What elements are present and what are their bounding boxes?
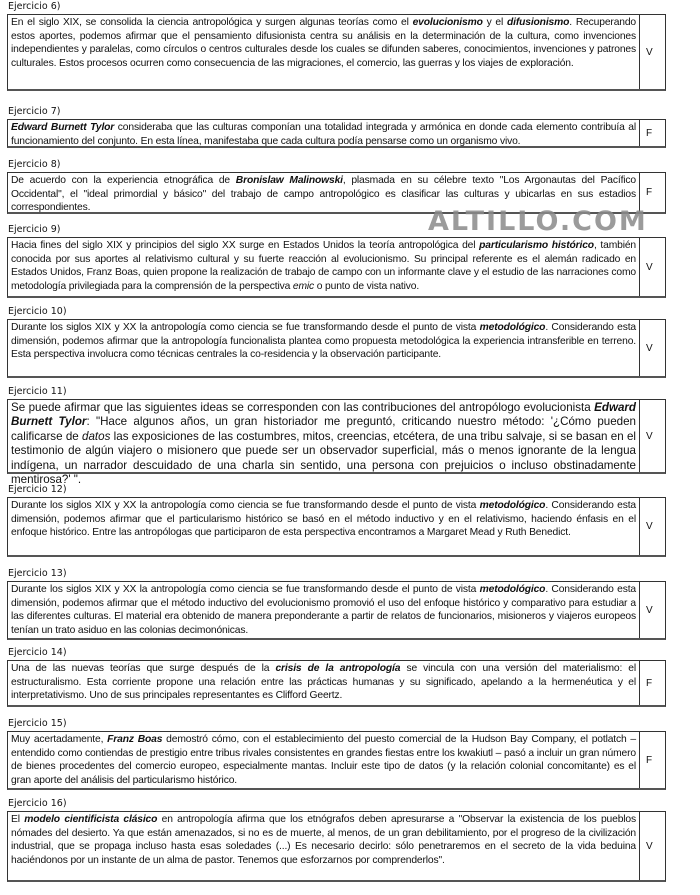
statement-text: El	[11, 814, 25, 825]
exercise-label: Ejercicio 11)	[8, 386, 67, 397]
statement-text: De acuerdo con la experiencia etnográfica de	[11, 175, 236, 186]
statement-text: consideraba que las culturas componían una totalidad integrada y armónica en donde cada elemento contribuía al funcionamiento del conjunto. En esta línea, manifestaba que cada cultura podía pensarse como un organismo vivo.	[11, 122, 636, 147]
exercise-statement	[8, 400, 639, 487]
statement-text: . Considerando esta dimensión, podemos afirmar que la antropología funcionalista plantea como propuesta metodológica la experiencia intransferible en terreno. Esta perspectiva involucra como técnicas centrales la co-residencia y la observación participante.	[11, 322, 637, 361]
exercise-statement	[8, 320, 639, 376]
statement-text: Se puede afirmar que las siguientes ideas se corresponden con las contribuciones del antropólogo evolucionista	[11, 401, 595, 414]
exercise-label: Ejercicio 10)	[8, 306, 67, 317]
statement-text: . Recuperando estos aportes, podemos afirmar que el pensamiento difusionista centra su análisis en la determinación de la cultura, como invenciones independientes y paralelas, como círculos o centros culturales desde los cuales se difunden saberes, conocimientos, invenciones y patrones culturales. Estos procesos ocurren como consecuencia de las migraciones, el comercio, las guerras y los viajes de exploración.	[11, 17, 636, 69]
exercise-7	[7, 106, 666, 148]
answer-cell: V	[639, 320, 665, 376]
answer-cell: V	[639, 498, 665, 555]
exercise-16	[7, 798, 666, 882]
watermark-logo: ALTILLO.COM	[428, 206, 648, 237]
exercise-box	[7, 497, 666, 557]
answer-cell: F	[639, 661, 665, 705]
exercise-12	[7, 484, 666, 557]
statement-text: en antropología afirma que los etnógrafos deben apresurarse a "Observar la existencia de los pueblos nómades del desierto. Ya que están amenazados, si no es de muerte, al menos, de un gran debilitamiento, por el progreso de la civilización industrial, que se propaga incluso hasta esas soledades (...) Es necesario decirlo: sólo penetraremos en el secreto de la vida beduina haciéndonos por un instante de un alma de pastor. Tenemos que esforzarnos por comprenderlos".	[11, 814, 636, 866]
statement-text: Una de las nuevas teorías que surge después de la	[11, 663, 276, 674]
exercise-statement	[8, 15, 639, 89]
exercise-label: Ejercicio 6)	[8, 1, 61, 12]
statement-text: Durante los siglos XIX y XX la antropología como ciencia se fue transformando desde el punto de vista	[11, 322, 480, 333]
exercise-10	[7, 306, 666, 378]
exercise-label: Ejercicio 12)	[8, 484, 67, 495]
exercise-box	[7, 731, 666, 790]
statement-text: , también conocida por sus aportes al relativismo cultural y su fuerte reacción al evolucionismo. Su principal referente es el alemán radicado en Estados Unidos, Franz Boas, quien propone la realización de trabajo de campo con un informante clave y el estudio de las narraciones como metodología privilegiada para la comprensión de la perspectiva	[11, 240, 636, 292]
exercise-13	[7, 568, 666, 640]
exercise-statement	[8, 661, 639, 705]
statement-text: Durante los siglos XIX y XX la antropología como ciencia se fue transformando desde el punto de vista	[11, 584, 480, 595]
exercise-statement	[8, 582, 639, 638]
emphasized-term: evolucionismo	[412, 17, 483, 28]
exercise-box	[7, 660, 666, 707]
statement-text: demostró cómo, con el establecimiento del puesto comercial de la Hudson Bay Company, el potlatch – entendido como contiendas de prestigio entre tribus rivales consistentes en grandes fiestas entre los kwakiutl – pasó a incluir un gran número de bienes procedentes del comercio europeo, especialmente mantas. Incluir este tipo de datos (y la relación colonial concomitante) es el gran aporte del análisis del particularismo histórico.	[11, 734, 636, 786]
emphasized-term: emic	[292, 280, 315, 292]
exercise-box	[7, 811, 666, 882]
statement-text: Hacia fines del siglo XIX y principios del siglo XX surge en Estados Unidos la teoría antropológica del	[11, 240, 480, 251]
exercise-label: Ejercicio 9)	[8, 224, 61, 235]
exercise-box	[7, 399, 666, 487]
emphasized-term: metodológico	[479, 500, 546, 511]
exercise-box	[7, 14, 666, 91]
exercise-label: Ejercicio 7)	[8, 106, 61, 117]
exercise-statement	[8, 812, 639, 880]
answer-cell: V	[639, 15, 665, 89]
emphasized-term: Edward Burnett Tylor	[11, 122, 115, 133]
answer-cell: F	[639, 120, 665, 146]
statement-text: En el siglo XIX, se consolida la ciencia antropológica y surgen algunas teorías como el	[11, 17, 413, 28]
emphasized-term: Edward Burnett Tylor	[11, 401, 636, 429]
answer-cell: F	[639, 173, 665, 212]
exercise-statement	[8, 498, 639, 555]
emphasized-term: Franz Boas	[107, 734, 163, 745]
emphasized-term: particularismo histórico	[479, 240, 594, 251]
statement-text: Muy acertadamente,	[11, 734, 108, 745]
exercise-box	[7, 119, 666, 148]
statement-text: , plasmada en su célebre texto "Los Argonautas del Pacífico Occidental", el "ideal primordial y básico" del trabajo de campo antropológico es clasificar las culturas y ubicarlas en sus estadios correspondientes.	[11, 175, 636, 214]
statement-text: Durante los siglos XIX y XX la antropología como ciencia se fue transformando desde el punto de vista	[11, 500, 480, 511]
statement-text: . Considerando esta dimensión, podemos afirmar que el método inductivo del evolucionismo promovió el uso del enfoque histórico y comparativo para estudiar a las diferentes culturas. El material era obtenido de manera preponderante a partir de relatos de funcionarios, misioneros y viajeros europeos tenían un trato asiduo en las colonias decimonónicas.	[11, 584, 637, 636]
statement-text: o punto de vista nativo.	[314, 280, 420, 292]
statement-text: se vincula con una versión del materialismo: el estructuralismo. Esta corriente propone una relación entre las prácticas humanas y su significado, apelando a la hermenéutica y el interpretativismo. Uno de sus principales representantes es Clifford Geertz.	[11, 663, 636, 702]
exercise-6	[7, 1, 666, 91]
answer-cell: F	[639, 732, 665, 788]
statement-text: . Considerando esta dimensión, podemos afirmar que el particularismo histórico se basó en el método inductivo y en el relativismo, haciendo énfasis en el enfoque histórico. Entre las antropólogas que participaron de esta perspectiva encontramos a Margaret Mead y Ruth Benedict.	[11, 500, 637, 539]
emphasized-term: metodológico	[479, 584, 546, 595]
statement-text: las exposiciones de las costumbres, mitos, creencias, etcétera, de una tribu salvaje, si se basan en el testimonio de algún viajero o misionero que puede ser un observador superficial, más o menos ignorante de la lengua indígena, un narrador descuidado de una charla sin sentido, una persona con prejuicios o incluso obstinadamente mentirosa?' ".	[11, 429, 636, 487]
exercise-14	[7, 647, 666, 707]
exercise-statement	[8, 732, 639, 788]
exercise-box	[7, 319, 666, 378]
emphasized-term: modelo cientificista clásico	[24, 814, 158, 825]
statement-text: y el	[482, 17, 507, 28]
exercise-label: Ejercicio 14)	[8, 647, 67, 658]
answer-cell: V	[639, 400, 665, 472]
exercise-15	[7, 718, 666, 790]
emphasized-term: crisis de la antropología	[275, 663, 401, 674]
answer-cell: V	[639, 582, 665, 638]
exercise-label: Ejercicio 8)	[8, 159, 61, 170]
exercise-statement	[8, 120, 639, 146]
exercise-box	[7, 581, 666, 640]
answer-cell: V	[639, 238, 665, 296]
answer-cell: V	[639, 812, 665, 880]
emphasized-term: metodológico	[479, 322, 546, 333]
emphasized-term: datos	[82, 429, 111, 443]
exercise-11	[7, 386, 666, 487]
exercise-label: Ejercicio 13)	[8, 568, 67, 579]
emphasized-term: Bronislaw Malinowski	[235, 175, 343, 186]
exercise-box	[7, 237, 666, 298]
emphasized-term: difusionismo	[506, 17, 570, 28]
exercise-label: Ejercicio 16)	[8, 798, 67, 809]
exercise-label: Ejercicio 15)	[8, 718, 67, 729]
statement-text: : "Hace algunos años, un gran historiador me preguntó, criticando nuestro método: '¿Cómo pueden calificarse de	[11, 415, 637, 443]
exercise-statement	[8, 238, 639, 296]
